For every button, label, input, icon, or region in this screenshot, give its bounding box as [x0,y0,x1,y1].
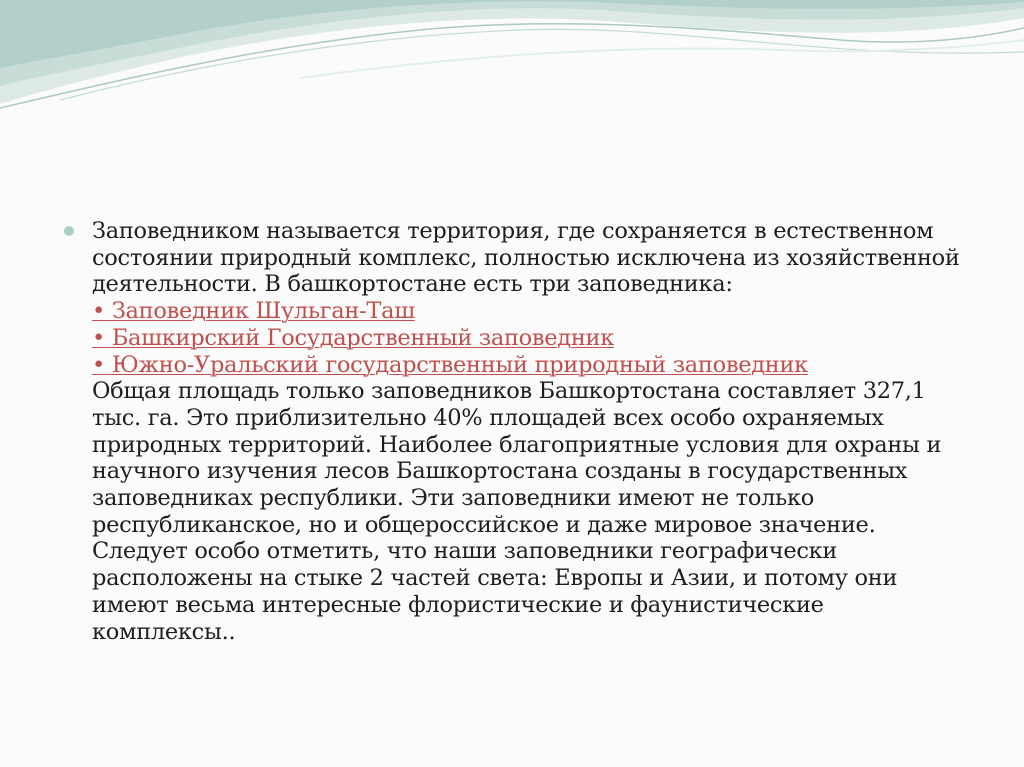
wave-line-3 [300,40,1024,78]
reserve-link-south-ural[interactable]: • Южно-Уральский государственный природный заповедник [92,351,808,378]
reserve-link-shulgan-tash[interactable]: • Заповедник Шульган-Таш [92,298,415,325]
list-item [92,298,964,325]
bullet-text-block [92,218,964,645]
intro-paragraph: Заповедником называется территория, где сохраняется в естественном состоянии природный комплекс, полностью исключена из хозяйственной деятельности. В башкортостане есть три заповедника: [92,218,960,298]
slide-content [64,218,964,645]
reserve-link-bashkir-state[interactable]: • Башкирский Государственный заповедник [92,324,615,351]
list-item [92,352,964,379]
bullet-dot-icon [64,226,74,236]
body-paragraph: Общая площадь только заповедников Башкортостана составляет 327,1 тыс. га. Это приблизительно 40% площадей всех особо охраняемых природных территорий. Наиболее благоприятные условия для охраны и научного изучения лесов Башкортостана созданы в государственных заповедниках республики. Эти заповедники имеют не только республиканское, но и общероссийское и даже мировое значение. Следует особо отметить, что наши заповедники географически расположены на стыке 2 частей света: Европы и Азии, и потому они имеют весьма интересные флористические и фаунистические комплексы.. [92,378,942,645]
list-item [92,325,964,352]
decorative-wave-header [0,0,1024,130]
reserves-list [92,298,964,378]
